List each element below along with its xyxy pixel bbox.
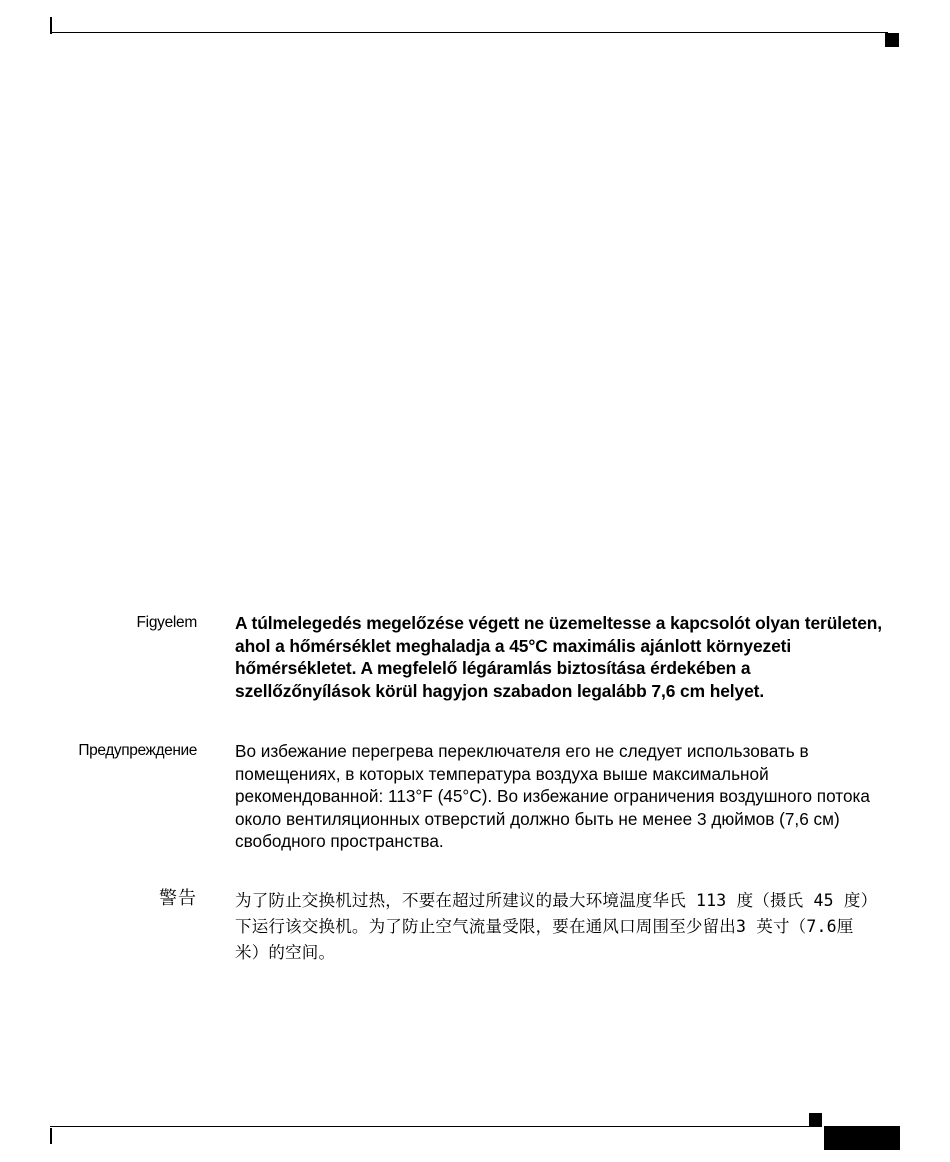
warning-text: 为了防止交换机过热，不要在超过所建议的最大环境温度华氏 113 度（摄氏 45 度）下运行该交换机。为了防止空气流量受限，要在通风口周围至少留出3 英寸（7.6厘米）的空间。: [235, 891, 870, 962]
warning-label: Figyelem: [136, 614, 197, 631]
warning-text: A túlmelegedés megelőzése végett ne üzemeltesse a kapcsolót olyan területen, ahol a hőmérséklet meghaladja a 45°C maximális ajánlott környezeti hőmérsékletet. A megfelelő légáramlás biztosítása érdekében a szellőzőnyílások körül hagyjon szabadon legalább 7,6 cm helyet.: [235, 613, 883, 701]
warning-label: Предупреждение: [78, 742, 197, 759]
header-corner-mark: [885, 33, 899, 47]
footer-page-tab: [824, 1126, 900, 1150]
warning-text: Во избежание перегрева переключателя его не следует использовать в помещениях, в которых температура воздуха выше максимальной рекомендованной: 113°F (45°C). Во избежание ограничения воздушного потока около вентиляционных отверстий должно быть не менее 3 дюймов (7,6 см) свободного пространства.: [235, 741, 870, 851]
warning-label: 警告: [159, 888, 197, 909]
header-rule: [50, 32, 888, 33]
footer-rule: [50, 1126, 822, 1127]
footer-small-mark: [809, 1113, 822, 1126]
footer-left-tick: [50, 1128, 52, 1144]
